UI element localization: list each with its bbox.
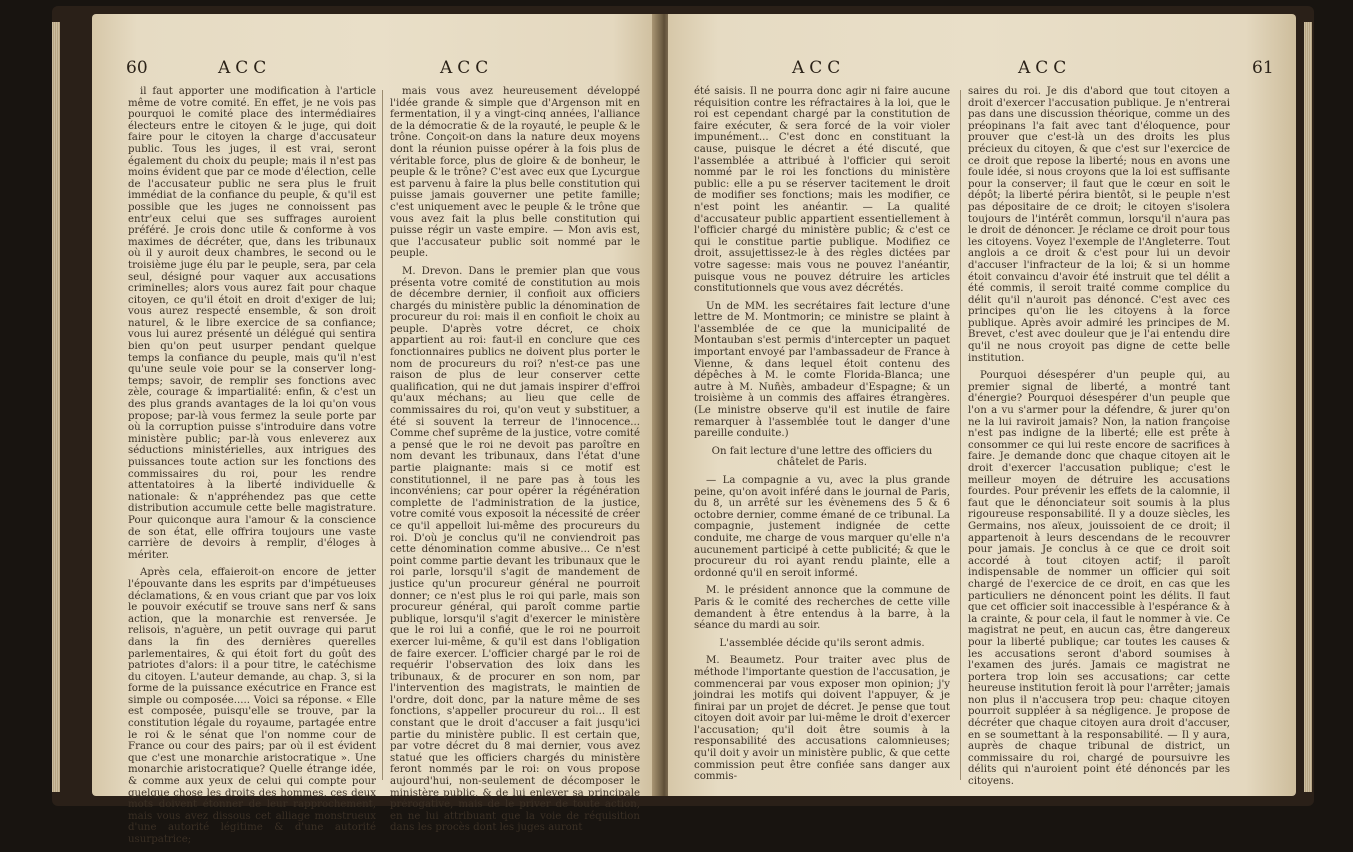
running-head-left: ACC [218, 58, 272, 78]
column-rule [382, 90, 383, 780]
right-page-edges [1304, 22, 1312, 792]
left-page-edges [52, 22, 60, 792]
running-head-left-col2: ACC [440, 58, 494, 78]
left-page-column-1 [128, 86, 376, 852]
paragraph: — La compagnie a vu, avec la plus grande peine, qu'on avoit inféré dans le journal de Paris, du 8, un arrêté sur les évènemens des 5 & 6 octobre dernier, comme émané de ce tribunal. La compagnie, justement indignée de cette conduite, me charge de vous marquer qu'elle n'a aucunement participé à cette publicité; & que le procureur du roi ayant rendu plainte, elle a ordonné qu'il en seroit informé. [694, 475, 950, 579]
running-head-right: ACC [792, 58, 846, 78]
page-number-left: 60 [126, 58, 148, 78]
right-page-column-2 [968, 86, 1230, 794]
paragraph: saires du roi. Je dis d'abord que tout citoyen a droit d'exercer l'accusation publique. Je n'entrerai pas dans une discussion théorique, comme un des préopinans l'a fait avec tant d'éloquence, pour prouver que c'est-là un des droits les plus précieux du citoyen, & que c'est sur l'exercice de ce droit que repose la liberté; nous en avons une foule idée, si nous croyons que la loi est suffisante pour la conserver; il faut que le cœur en soit le dépôt; la liberté périra bientôt, si le peuple n'est pas dépositaire de ce droit; le citoyen s'isolera toujours de l'intérêt commun, lorsqu'il n'aura pas le droit de dénoncer. Je réclame ce droit pour tous les citoyens. Voyez l'exemple de l'Angleterre. Tout anglois a ce droit & c'est pour lui un devoir d'accuser l'infracteur de la loi; & si un homme étoit convaincu d'avoir été instruit que tel délit a été commis, il seroit traité comme complice du délit qu'il n'auroit pas dénoncé. C'est avec ces principes qu'on lie les citoyens à la force publique. Après avoir admiré les principes de M. Brevet, c'est avec douleur que je l'ai entendu dire qu'il ne nous croyoit pas digne de cette belle institution. [968, 86, 1230, 364]
paragraph: On fait lecture d'une lettre des officiers du châtelet de Paris. [711, 445, 933, 469]
left-page-column-2 [390, 86, 640, 840]
column-rule [960, 90, 961, 780]
right-page [668, 14, 1296, 796]
paragraph: M. Beaumetz. Pour traiter avec plus de méthode l'importante question de l'accusation, je commencerai par vous exposer mon opinion; j'y joindrai les motifs qui doivent l'appuyer, & je finirai par un projet de décret. Je pense que tout citoyen doit avoir par lui-même le droit d'exercer l'accusation; qu'il doit être soumis à la responsabilité des accusations calomnieuses; qu'il doit y avoir un ministère public, & que cette commission peut être confiée sans danger aux commis- [694, 655, 950, 783]
paragraph: Un de MM. les secrétaires fait lecture d'une lettre de M. Montmorin; ce ministre se plaint à l'assemblée de ce que la municipalité de Montauban s'est permis d'intercepter un paquet important envoyé par l'ambassadeur de France à Vienne, & dans lequel étoit contenu des dépêches à M. le comte Florida-Blanca; une autre à M. Nuñès, ambadeur d'Espagne; & un troisième à un commis des affaires étrangères. (Le ministre observe qu'il est inutile de faire remarquer à l'assemblée tout le danger d'une pareille conduite.) [694, 300, 950, 440]
paragraph: été saisis. Il ne pourra donc agir ni faire aucune réquisition contre les réfractaires à la loi, que le roi est cependant chargé par la constitution de faire exécuter, & sera forcé de la voir violer impunément... C'est donc en constituant la cause, puisque le décret a été discuté, que l'assemblée a attribué à l'officier qui seroit nommé par le roi les fonctions du ministère public: elle a pu se réserver tacitement le droit de modifier ses fonctions; mais les modifier, ce n'est point les anéantir. — La qualité d'accusateur public appartient essentiellement à l'officier chargé du ministère public; & c'est ce qui le constitue partie publique. Modifiez ce droit, assujettissez-le à des règles dictées par votre sagesse: mais vous ne pouvez l'anéantir, puisque vous ne pouvez détruire les articles constitutionnels que vous avez décrétés. [694, 86, 950, 295]
paragraph: mais vous avez heureusement développé l'idée grande & simple que d'Argenson mit en fermentation, il y a vingt-cinq années, l'alliance de la démocratie & de la royauté, le peuple & le trône. Conçoit-on dans la nature deux moyens dont la réunion puisse opérer à la fois plus de véritable force, plus de gloire & de bonheur, le peuple & le trône? C'est avec eux que Lycurgue est parvenu à faire la plus belle constitution qui puisse jamais gouverner une petite famille; c'est uniquement avec le peuple & le trône que vous avez fait la plus belle constitution qui puisse régir un vaste empire. — Mon avis est, que l'accusateur public soit nommé par le peuple. [390, 86, 640, 260]
page-number-right: 61 [1252, 58, 1274, 78]
paragraph: L'assemblée décide qu'ils seront admis. [719, 637, 925, 649]
paragraph: M. Drevon. Dans le premier plan que vous présenta votre comité de constitution au mois de décembre dernier, il confioit aux officiers chargés du ministère public la dénomination de procureur du roi: mais il en confioit le choix au peuple. D'après votre décret, ce choix appartient au roi: faut-il en conclure que ces fonctionnaires publics ne doivent plus porter le nom de procureurs du roi? n'est-ce pas une raison de plus de leur conserver cette qualification, qui ne dut jamais inspirer d'effroi qu'aux méchans; au lieu que celle de commissaires du roi, qu'on veut y substituer, a été si souvent la terreur de l'innocence... Comme chef suprême de la justice, votre comité a pensé que le roi ne devoit pas paroître en nom devant les tribunaux, dans l'état d'une partie plaignante: mais si ce motif est constitutionnel, il ne pare pas à tous les inconvéniens; car pour opérer la régénération complette de l'administration de la justice, votre comité vous exposoit la nécessité de créer ce qu'il appelloit lui-même des procureurs du roi. D'où je conclus qu'il ne conviendroit pas cette dénomination comme abusive... Ce n'est point comme partie devant les tribunaux que le roi parle, lorsqu'il s'agit de mandement de justice qu'un procureur général ne pourroit donner; ce n'est plus le roi qui parle, mais son procureur général, qui paroît comme partie publique, lorsqu'il s'agit d'exercer le ministère que le roi lui a confié, que le roi ne pourroit exercer lui-même, & qu'il est dans l'obligation de faire exercer. L'officier chargé par le roi de requérir l'observation des loix dans les tribunaux, & de procurer en son nom, par l'intervention des magistrats, le maintien de l'ordre, doit donc, par la nature même de ses fonctions, s'appeller procureur du roi... Il est constant que le droit d'accuser a fait jusqu'ici partie du ministère public. Il est certain que, par votre décret du 8 mai dernier, vous avez statué que les officiers chargés du ministère feront nommés par le roi: on vous propose aujourd'hui, non-seulement de décomposer le ministère public, & de lui enlever sa principale prérogative, mais de le priver de toute action, en ne lui attribuant que la voie de réquisition dans les procès dont les juges auront [390, 265, 640, 834]
paragraph: M. le président annonce que la commune de Paris & le comité des recherches de cette ville demandent à être entendus à la barre, à la séance du mardi au soir. [694, 585, 950, 632]
running-head-right-col2: ACC [1018, 58, 1072, 78]
left-page [92, 14, 658, 845]
paragraph: Pourquoi désespérer d'un peuple qui, au premier signal de liberté, a montré tant d'énergie? Pourquoi désespérer d'un peuple que l'on a vu s'armer pour la défendre, & jurer qu'on ne la lui raviroit jamais? Non, la nation françoise n'est pas indigne de la liberté; elle est prête à consommer ce qui lui reste encore de sacrifices à faire. Je demande donc que chaque citoyen ait le droit d'exercer l'accusation publique; c'est le meilleur moyen de détruire les accusations fourdes. Pour prévenir les effets de la calomnie, il faut que le dénonciateur soit soumis à la plus rigoureuse responsabilité. Il y a douze siècles, les Germains, nos aïeux, jouissoient de ce droit; il appartenoit à leurs descendans de le recouvrer pour jamais. Je conclus à ce que ce droit soit accordé à tout citoyen actif; il paroît indispensable de nommer un officier qui soit chargé de l'exercice de ce droit, en cas que les particuliers ne dénoncent point les délits. Il faut que cet officier soit inaccessible à l'espérance & à la crainte, & pour cela, il faut le nommer à vie. Ce magistrat ne peut, en aucun cas, être dangereux pour la liberté publique; car toutes les causes & les accusations seront d'abord soumises à l'examen des jurés. Jamais ce magistrat ne portera trop loin ses accusations; car cette heureuse institution feroit là pour l'arrêter; jamais non plus il n'accusera trop peu: chaque citoyen pourroit suppléer à sa négligence. Je propose de décréter que chaque citoyen aura droit d'accuser, en se soumettant à la responsabilité. — Il y aura, auprès de chaque tribunal de district, un commissaire du roi, chargé de poursuivre les délits qui n'auroient point été dénoncés par les citoyens. [968, 370, 1230, 788]
paragraph: il faut apporter une modification à l'article même de votre comité. En effet, je ne vois pas pourquoi le comité place des intermédiaires électeurs entre le citoyen & le juge, qui doit faire pour le citoyen la charge d'accusateur public. Tous les juges, il est vrai, seront également du choix du peuple; mais il n'est pas moins évident que par ce mode d'élection, celle de l'accusateur public ne sera plus le fruit immédiat de la confiance du peuple, & qu'il est possible que les juges ne connoissent pas entr'eux celui que ses suffrages auroient préféré. Je crois donc utile & conforme à vos maximes de décréter, que, dans les tribunaux où il y auroit deux chambres, le second ou le troisième juge élu par le peuple, sera, par cela seul, désigné pour vaquer aux accusations criminelles; alors vous aurez fait pour chaque citoyen, ce qu'il étoit en droit d'exiger de lui; vous aurez respecté ensemble, & son droit naturel, & le libre exercice de sa confiance; vous lui aurez présenté un délégué qui sentira bien qu'on peut usurper pendant quelque temps la confiance du peuple, mais qu'il n'est qu'une seule voie pour se la conserver long-temps; savoir, de remplir ses fonctions avec zèle, courage & impartialité: enfin, & c'est un des plus grands avantages de la loi qu'on vous propose; par-là vous fermez la seule porte par où la corruption puisse s'introduire dans votre ministère public; par-là vous enleverez aux séductions ministérielles, aux intrigues des puissances toute action sur les fonctions des commissaires du roi, pour les rendre attentatoires à la liberté individuelle & nationale: & n'appréhendez pas que cette distribution accumule cette belle magistrature. Pour quiconque aura l'amour & la conscience de son état, elle offrira toujours une vaste carrière de devoirs à remplir, d'éloges à mériter. [128, 86, 376, 561]
right-page-column-1 [694, 86, 950, 789]
paragraph: Après cela, effaieroit-on encore de jetter l'épouvante dans les esprits par d'impétueuses déclamations, & en vous criant que par vos loix le pouvoir exécutif se trouve sans nerf & sans action, que la monarchie est renversée. Je relisois, n'aguère, un petit ouvrage qui parut dans la fin des dernières querelles parlementaires, & qui étoit fort du goût des patriotes d'alors: il a pour titre, le catéchisme du citoyen. L'auteur demande, au chap. 3, si la forme de la puissance exécutrice en France est simple ou composée..... Voici sa réponse. « Elle est composée, puisqu'elle se trouve, par la constitution légale du royaume, partagée entre le roi & le sénat que l'on nomme cour de France ou cour des pairs; par où il est évident que c'est une monarchie aristocratique ». Une monarchie aristocratique? Quelle étrange idée, & comme aux yeux de celui qui compte pour quelque chose les droits des hommes, ces deux mots doivent étonner de leur rapprochement, mais vous avez dissous cet alliage monstrueux d'une autorité légitime & d'une autorité usurpatrice; [128, 567, 376, 845]
